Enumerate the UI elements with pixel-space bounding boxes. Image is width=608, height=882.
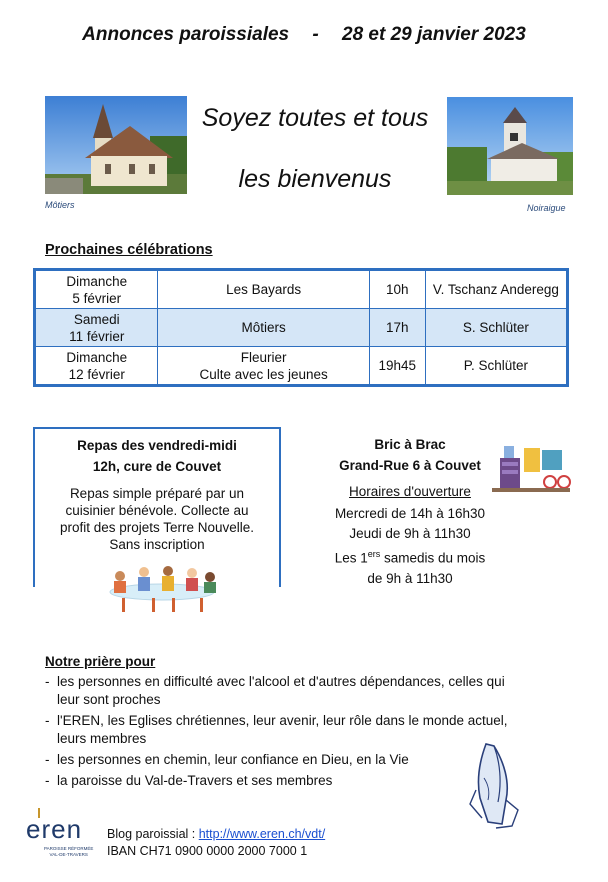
prayer-text: leur sont proches: [57, 692, 161, 707]
iban: IBAN CH71 0900 0000 2000 7000 1: [107, 844, 308, 858]
cell-time: 10h: [369, 270, 425, 309]
church-photo-motiers: [45, 96, 187, 194]
cell-date-text: 12 février: [68, 366, 125, 382]
list-item: [45, 673, 565, 709]
bric-address: Grand-Rue 6 à Couvet: [339, 458, 481, 473]
cell-officiant: S. Schlüter: [425, 309, 567, 347]
cell-place-text: Môtiers: [241, 320, 286, 335]
church-motiers-image: [45, 96, 187, 194]
cell-date: [35, 347, 158, 386]
bric-hours-text: samedis du mois: [380, 550, 486, 566]
prayer-heading: Notre prière pour: [45, 654, 156, 669]
repas-body-line: profit des projets Terre Nouvelle.: [59, 520, 255, 535]
dinner-illustration: [102, 562, 222, 614]
second-hand-goods-icon: [490, 436, 572, 498]
cell-time: 19h45: [369, 347, 425, 386]
blog-link[interactable]: http://www.eren.ch/vdt/: [198, 827, 326, 841]
cell-date: [35, 309, 158, 347]
repas-body: [35, 485, 279, 553]
cell-place-text: Fleurier: [240, 349, 287, 365]
repas-body-line: Sans inscription: [109, 537, 205, 552]
page-title: [0, 24, 608, 46]
repas-body-line: Repas simple préparé par un: [69, 486, 245, 501]
bric-hours-heading: Horaires d'ouverture: [349, 484, 471, 499]
celebrations-heading: Prochaines célébrations: [45, 242, 213, 258]
repas-title-line-1: Repas des vendredi-midi: [77, 438, 237, 453]
caption-noiraigue: Noiraigue: [527, 203, 566, 213]
bric-a-brac-section: [315, 434, 505, 589]
bric-illustration: [490, 436, 572, 498]
title-left: Annonces paroissiales: [82, 24, 290, 45]
repas-title-line-2: 12h, cure de Couvet: [92, 459, 222, 474]
church-photo-noiraigue: [447, 97, 573, 195]
cell-day: Dimanche: [66, 349, 128, 365]
caption-motiers: Môtiers: [45, 200, 75, 210]
eren-logo: [24, 808, 104, 868]
cell-day: Dimanche: [66, 273, 128, 289]
logo-subtitle: [44, 846, 93, 858]
prayer-text: l'EREN, les Eglises chrétiennes, leur avenir, leur rôle dans le monde actuel,: [57, 713, 508, 728]
logo-subtitle-line: PAROISSE RÉFORMÉE: [44, 846, 94, 851]
logo-subtitle-line: VAL-DE-TRAVERS: [49, 852, 88, 857]
cell-time: 17h: [369, 309, 425, 347]
cell-day: Samedi: [73, 311, 120, 327]
table-row: [35, 270, 568, 309]
bric-title: Bric à Brac: [374, 437, 446, 452]
cell-date: [35, 270, 158, 309]
bric-hours-text: Les 1: [334, 550, 368, 566]
welcome-line-1: Soyez toutes et tous: [201, 104, 429, 132]
cell-place: [158, 270, 369, 309]
bric-hours-line: Mercredi de 14h à 16h30: [334, 506, 486, 521]
footer: [107, 826, 325, 860]
cell-date-text: 5 février: [72, 290, 122, 306]
bric-hours-line: [315, 544, 505, 569]
cell-officiant: P. Schlüter: [425, 347, 567, 386]
table-row: [35, 309, 568, 347]
people-eating-icon: [102, 562, 222, 614]
table-row: [35, 347, 568, 386]
blog-label: Blog paroissial :: [107, 827, 199, 841]
bric-hours-sup: ers: [367, 549, 381, 559]
bric-hours-line: Jeudi de 9h à 11h30: [349, 526, 471, 541]
cell-place-text: Les Bayards: [226, 282, 302, 297]
praying-hands: [466, 738, 528, 830]
cell-place-subtext: Culte avec les jeunes: [199, 366, 328, 382]
church-noiraigue-image: [447, 97, 573, 195]
title-date: 28 et 29 janvier 2023: [342, 24, 526, 45]
cell-place: [158, 309, 369, 347]
praying-hands-icon: [466, 738, 528, 830]
repas-title: [35, 435, 279, 477]
prayer-text: les personnes en difficulté avec l'alcool et d'autres dépendances, celles qui: [57, 674, 505, 689]
prayer-text: les personnes en chemin, leur confiance en Dieu, en la Vie: [57, 752, 409, 767]
cell-place: [158, 347, 369, 386]
celebrations-table: [33, 268, 569, 387]
cell-date-text: 11 février: [69, 328, 125, 344]
bric-hours-line: de 9h à 11h30: [367, 570, 453, 586]
blog-line: [107, 826, 325, 843]
logo-text: eren: [26, 814, 83, 844]
prayer-text: leurs membres: [57, 731, 147, 746]
welcome-line-2: les bienvenus: [238, 165, 392, 193]
repas-body-line: cuisinier bénévole. Collecte au: [65, 503, 249, 518]
title-separator: -: [312, 24, 319, 45]
cell-officiant: V. Tschanz Anderegg: [425, 270, 567, 309]
prayer-text: la paroisse du Val-de-Travers et ses membres: [57, 773, 333, 788]
